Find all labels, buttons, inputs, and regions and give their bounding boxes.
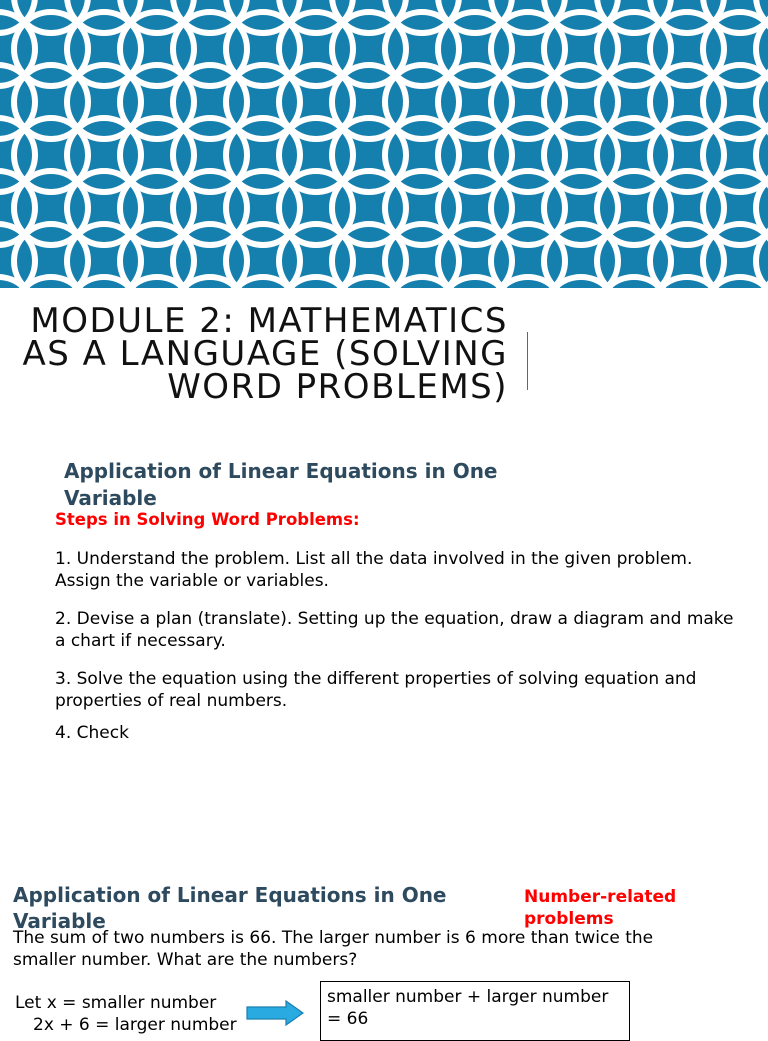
interlocking-circles-pattern-icon [0,0,768,288]
page-title [0,301,508,407]
problem-statement: The sum of two numbers is 66. The larger number is 6 more than twice the smaller number. What are the numbers? [13,928,654,970]
right-arrow-icon [246,1000,304,1026]
step-2: 2. Devise a plan (translate). Setting up the equation, draw a diagram and make a chart if necessary. [55,609,734,651]
title-line-1: MODULE 2: MATHEMATICS [30,301,508,341]
equation-box: smaller number + larger number = 66 [320,981,630,1041]
decorative-banner [0,0,768,288]
let-x-definition: Let x = smaller number [15,993,217,1013]
title-line-2: AS A LANGUAGE (SOLVING [22,334,508,374]
step-3: 3. Solve the equation using the different properties of solving equation and properties of real numbers. [55,669,697,711]
steps-heading: Steps in Solving Word Problems: [55,510,360,529]
slide2-heading: Application of Linear Equations in One Variable [13,883,447,933]
title-line-3: WORD PROBLEMS) [167,367,508,407]
title-divider [527,332,528,390]
slide1-heading: Application of Linear Equations in One Variable [64,459,498,510]
step-1: 1. Understand the problem. List all the data involved in the given problem. Assign the variable or variables. [55,549,693,591]
number-related-label: Number-related problems [524,887,677,929]
step-4: 4. Check [55,723,129,743]
larger-number-definition: 2x + 6 = larger number [33,1015,237,1035]
